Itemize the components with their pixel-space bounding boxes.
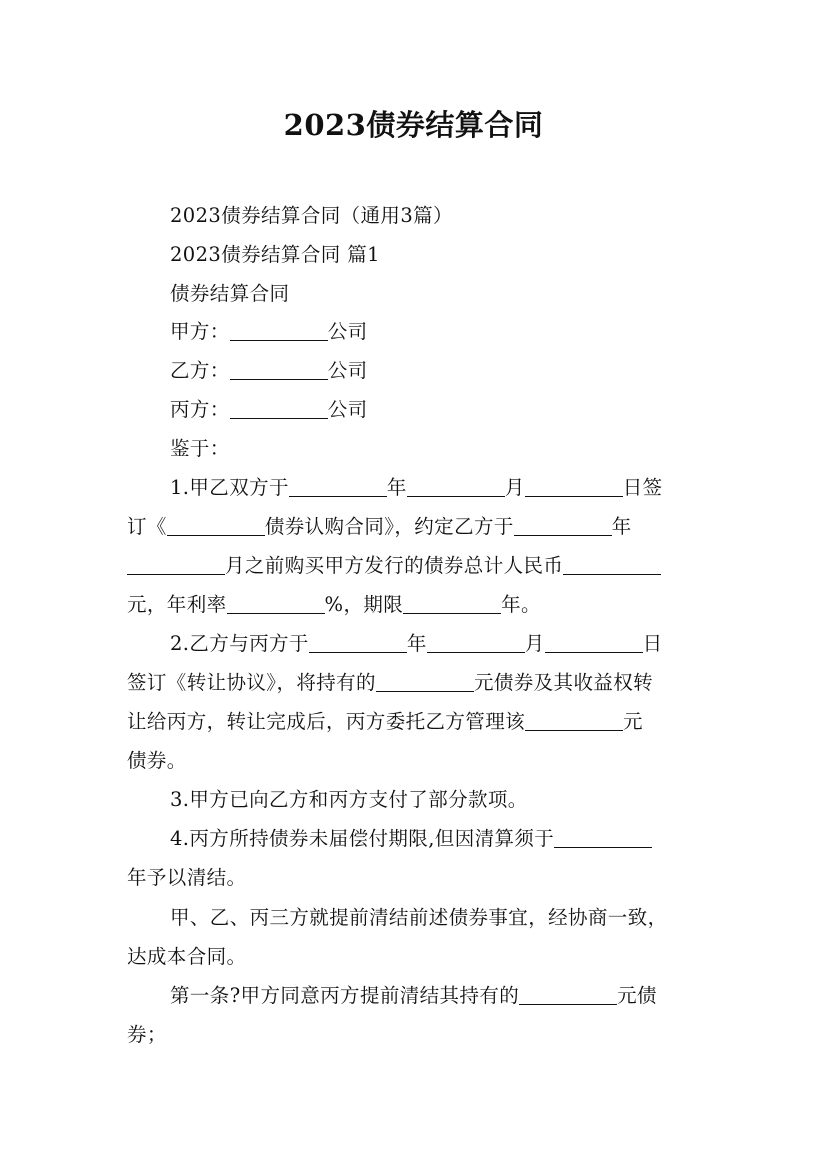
- text: 4.丙方所持债券未届偿付期限,但因清算须于: [170, 827, 555, 850]
- text: 日签: [622, 476, 663, 499]
- text: 签订《转让协议》，将持有的: [127, 671, 376, 694]
- blank-field: [525, 476, 623, 497]
- party-b-label: 乙方：: [170, 359, 230, 382]
- text: 月之前购买甲方发行的债券总计人民币: [225, 554, 564, 577]
- text: 年: [611, 515, 632, 538]
- company-suffix: 公司: [327, 320, 368, 343]
- clause-3: 3.甲方已向乙方和丙方支付了部分款项。: [170, 788, 528, 811]
- party-b-line: [170, 355, 368, 383]
- blank-field: [563, 554, 661, 575]
- text: 订《: [127, 515, 167, 538]
- clause-2-line-1: [170, 628, 663, 656]
- text: 元，年利率: [127, 593, 227, 616]
- party-a-line: [170, 316, 368, 344]
- text: 月: [504, 476, 525, 499]
- section-heading: 2023债券结算合同 篇1: [170, 243, 380, 266]
- text: 年: [386, 476, 407, 499]
- blank-field: [230, 320, 328, 341]
- clause-1-line-1: [170, 472, 663, 500]
- clause-2-line-3: [127, 706, 643, 734]
- blank-field: [525, 710, 623, 731]
- article-1-line-2: 券；: [127, 1023, 167, 1046]
- document-title: 2023债券结算合同: [283, 108, 544, 142]
- text: 年: [406, 632, 427, 655]
- party-a-label: 甲方：: [170, 320, 230, 343]
- blank-field: [127, 554, 225, 575]
- text: 2.乙方与丙方于: [170, 632, 309, 655]
- blank-field: [545, 632, 643, 653]
- text: 元: [623, 710, 643, 733]
- text: 第一条?甲方同意丙方提前清结其持有的: [170, 984, 520, 1007]
- party-c-label: 丙方：: [170, 398, 230, 421]
- agreement-line-2: 达成本合同。: [127, 945, 247, 968]
- clause-1-line-3: [127, 550, 661, 578]
- blank-field: [289, 476, 387, 497]
- party-c-line: [170, 394, 368, 422]
- clause-2-line-4: 债券。: [127, 749, 187, 772]
- agreement-line-1: 甲、乙、丙三方就提前清结前述债券事宜，经协商一致，: [170, 906, 668, 929]
- company-suffix: 公司: [327, 359, 368, 382]
- clause-2-line-2: [127, 667, 653, 695]
- text: 让给丙方，转让完成后，丙方委托乙方管理该: [127, 710, 526, 733]
- text: 月: [524, 632, 545, 655]
- blank-field: [403, 593, 501, 614]
- text: 1.甲乙双方于: [170, 476, 289, 499]
- clause-1-line-4: [127, 589, 541, 617]
- blank-field: [167, 515, 265, 536]
- blank-field: [227, 593, 325, 614]
- subtitle: 2023债券结算合同（通用3篇）: [170, 204, 453, 227]
- text: 元债券及其收益权转: [473, 671, 654, 694]
- blank-field: [427, 632, 525, 653]
- blank-field: [514, 515, 612, 536]
- text: 年。: [501, 593, 541, 616]
- text: 债券认购合同》，约定乙方于: [264, 515, 514, 538]
- clause-4-line-1: [170, 823, 652, 851]
- company-suffix: 公司: [327, 398, 368, 421]
- blank-field: [407, 476, 505, 497]
- blank-field: [554, 827, 652, 848]
- blank-field: [230, 398, 328, 419]
- whereas-label: 鉴于：: [170, 437, 230, 460]
- blank-field: [376, 671, 474, 692]
- blank-field: [309, 632, 407, 653]
- contract-name: 债券结算合同: [170, 282, 290, 305]
- article-1-line-1: [170, 980, 657, 1008]
- blank-field: [230, 359, 328, 380]
- clause-4-line-2: 年予以清结。: [127, 866, 247, 889]
- text: 日: [642, 632, 663, 655]
- blank-field: [519, 984, 617, 1005]
- text: 元债: [617, 984, 657, 1007]
- text: %，期限: [324, 593, 404, 616]
- clause-1-line-2: [127, 511, 632, 539]
